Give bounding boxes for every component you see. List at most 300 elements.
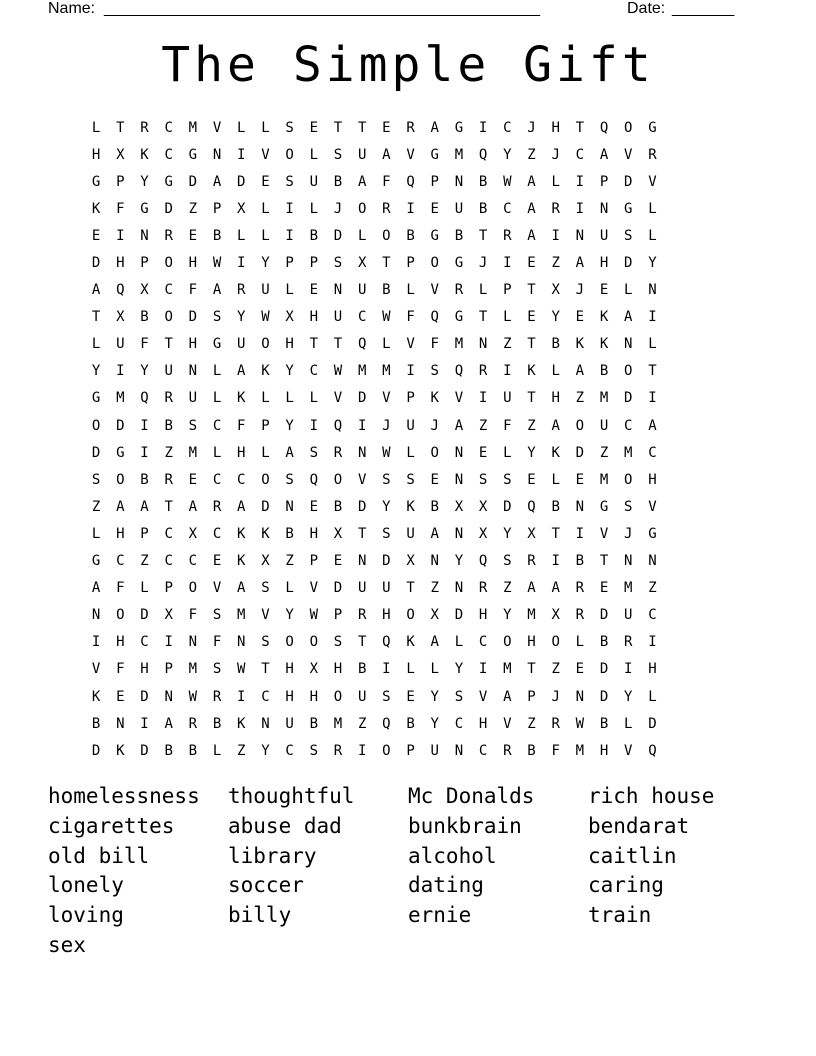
- grid-letter: I: [164, 634, 173, 651]
- grid-letter: Q: [333, 417, 343, 434]
- grid-letter: C: [212, 525, 222, 542]
- grid-letter: S: [406, 471, 415, 488]
- grid-letter: V: [333, 390, 343, 407]
- grid-letter: G: [116, 444, 125, 461]
- grid-letter: N: [116, 715, 125, 732]
- grid-letter: B: [551, 336, 560, 353]
- word-bank-item: abuse dad: [228, 813, 342, 838]
- grid-letter: V: [599, 525, 609, 542]
- grid-row: [84, 493, 734, 520]
- grid-letter: H: [285, 688, 294, 705]
- grid-letter: I: [624, 661, 633, 678]
- grid-letter: D: [575, 444, 585, 461]
- grid-letter: R: [575, 607, 585, 624]
- grid-row: [84, 575, 734, 602]
- grid-letter: Y: [503, 146, 512, 163]
- grid-letter: A: [430, 525, 439, 542]
- grid-letter: D: [333, 227, 343, 244]
- grid-letter: Y: [285, 417, 294, 434]
- grid-letter: P: [406, 390, 415, 407]
- grid-letter: N: [357, 553, 367, 570]
- grid-letter: X: [527, 525, 536, 542]
- grid-letter: P: [164, 661, 173, 678]
- grid-letter: L: [261, 200, 270, 217]
- grid-letter: K: [116, 742, 125, 759]
- grid-letter: F: [503, 417, 512, 434]
- grid-letter: D: [382, 553, 391, 570]
- grid-letter: G: [91, 173, 101, 190]
- grid-letter: O: [382, 227, 391, 244]
- grid-letter: C: [575, 146, 585, 163]
- grid-letter: D: [333, 580, 343, 597]
- grid-letter: S: [285, 119, 294, 136]
- grid-letter: H: [309, 688, 318, 705]
- grid-letter: O: [91, 417, 101, 434]
- grid-letter: E: [309, 498, 318, 515]
- grid-letter: Q: [357, 336, 367, 353]
- grid-letter: B: [164, 742, 173, 759]
- grid-letter: W: [503, 173, 512, 190]
- grid-letter: Q: [382, 634, 391, 651]
- grid-letter: P: [406, 255, 415, 272]
- grid-letter: E: [599, 580, 609, 597]
- grid-letter: N: [454, 742, 464, 759]
- grid-letter: C: [164, 525, 173, 542]
- grid-letter: K: [430, 390, 439, 407]
- grid-letter: O: [164, 309, 173, 326]
- grid-letter: T: [261, 661, 270, 678]
- grid-letter: L: [382, 336, 391, 353]
- grid-letter: U: [454, 200, 464, 217]
- grid-row: [84, 114, 734, 141]
- grid-letter: O: [551, 634, 560, 651]
- grid-letter: R: [164, 227, 173, 244]
- grid-letter: A: [575, 255, 585, 272]
- grid-letter: A: [575, 363, 585, 380]
- grid-letter: X: [551, 607, 560, 624]
- grid-letter: L: [285, 390, 294, 407]
- grid-letter: E: [188, 227, 198, 244]
- grid-letter: O: [164, 255, 173, 272]
- grid-letter: X: [357, 255, 367, 272]
- grid-letter: Q: [406, 173, 415, 190]
- grid-letter: O: [430, 255, 439, 272]
- grid-letter: P: [503, 282, 512, 299]
- word-bank-item: caitlin: [588, 843, 677, 868]
- grid-letter: N: [599, 200, 609, 217]
- grid-letter: N: [237, 634, 246, 651]
- grid-letter: S: [624, 227, 633, 244]
- grid-letter: K: [237, 525, 246, 542]
- grid-letter: M: [454, 146, 464, 163]
- grid-letter: K: [237, 390, 246, 407]
- grid-letter: O: [285, 634, 294, 651]
- grid-letter: G: [91, 553, 101, 570]
- grid-letter: U: [406, 417, 415, 434]
- grid-letter: P: [261, 417, 270, 434]
- grid-letter: U: [285, 715, 294, 732]
- grid-letter: I: [406, 200, 415, 217]
- grid-letter: K: [140, 146, 149, 163]
- grid-letter: Y: [237, 309, 246, 326]
- grid-letter: L: [406, 444, 415, 461]
- grid-letter: L: [261, 119, 270, 136]
- grid-letter: S: [333, 255, 343, 272]
- grid-letter: F: [188, 282, 198, 299]
- grid-letter: Z: [164, 444, 173, 461]
- grid-letter: I: [575, 173, 585, 190]
- grid-letter: T: [527, 336, 536, 353]
- word-bank-item: billy: [228, 903, 292, 928]
- grid-letter: C: [116, 553, 125, 570]
- grid-letter: T: [527, 661, 536, 678]
- grid-letter: M: [382, 363, 391, 380]
- grid-letter: P: [140, 525, 149, 542]
- grid-letter: L: [261, 227, 270, 244]
- grid-letter: L: [575, 634, 585, 651]
- grid-letter: H: [116, 255, 125, 272]
- grid-letter: B: [212, 227, 222, 244]
- grid-letter: L: [91, 119, 101, 136]
- grid-letter: K: [551, 444, 560, 461]
- grid-row: [84, 412, 734, 439]
- grid-letter: S: [285, 173, 294, 190]
- grid-letter: J: [527, 119, 536, 136]
- grid-letter: H: [188, 255, 198, 272]
- grid-letter: K: [237, 553, 246, 570]
- grid-letter: H: [648, 471, 657, 488]
- grid-letter: O: [188, 580, 198, 597]
- grid-letter: N: [454, 525, 464, 542]
- grid-letter: K: [599, 309, 609, 326]
- grid-letter: R: [648, 146, 657, 163]
- grid-letter: C: [140, 634, 149, 651]
- grid-letter: U: [406, 525, 415, 542]
- grid-letter: Z: [527, 715, 536, 732]
- grid-letter: Z: [527, 417, 536, 434]
- grid-letter: A: [599, 146, 609, 163]
- grid-letter: J: [575, 282, 585, 299]
- grid-letter: G: [648, 119, 657, 136]
- grid-letter: L: [648, 336, 657, 353]
- grid-letter: S: [212, 309, 222, 326]
- grid-letter: O: [261, 471, 270, 488]
- grid-letter: A: [648, 417, 657, 434]
- grid-letter: B: [140, 471, 149, 488]
- grid-letter: A: [527, 227, 536, 244]
- word-bank-item: bendarat: [588, 813, 690, 838]
- word-search-grid: [84, 114, 734, 764]
- grid-letter: D: [357, 390, 367, 407]
- grid-letter: D: [237, 173, 246, 190]
- grid-letter: D: [648, 715, 657, 732]
- grid-letter: C: [212, 471, 222, 488]
- grid-letter: I: [237, 146, 246, 163]
- grid-letter: I: [503, 255, 512, 272]
- grid-letter: O: [575, 417, 585, 434]
- grid-letter: H: [285, 661, 294, 678]
- grid-letter: B: [406, 715, 415, 732]
- grid-letter: G: [648, 525, 657, 542]
- grid-letter: W: [237, 661, 246, 678]
- grid-letter: X: [478, 525, 488, 542]
- grid-letter: M: [188, 661, 198, 678]
- word-bank-item: bunkbrain: [408, 813, 522, 838]
- grid-letter: V: [406, 146, 415, 163]
- grid-letter: K: [406, 634, 415, 651]
- grid-letter: B: [527, 742, 536, 759]
- grid-letter: A: [382, 146, 391, 163]
- grid-letter: R: [503, 742, 512, 759]
- word-bank-item: cigarettes: [48, 813, 175, 838]
- grid-letter: L: [140, 580, 149, 597]
- grid-letter: T: [648, 363, 657, 380]
- grid-letter: B: [599, 363, 609, 380]
- grid-letter: O: [624, 471, 633, 488]
- grid-letter: P: [527, 688, 536, 705]
- grid-row: [84, 304, 734, 331]
- grid-letter: Z: [91, 498, 101, 515]
- word-bank-item: train: [588, 903, 652, 928]
- grid-letter: J: [478, 255, 488, 272]
- grid-letter: T: [382, 255, 391, 272]
- grid-letter: G: [430, 146, 439, 163]
- grid-letter: U: [382, 580, 391, 597]
- grid-letter: S: [261, 634, 270, 651]
- grid-letter: A: [527, 580, 536, 597]
- grid-letter: W: [575, 715, 585, 732]
- grid-letter: D: [624, 255, 633, 272]
- grid-letter: S: [478, 471, 488, 488]
- grid-letter: N: [261, 715, 270, 732]
- grid-letter: A: [285, 444, 294, 461]
- word-bank-item: homelessness: [48, 784, 200, 808]
- grid-letter: I: [648, 634, 657, 651]
- grid-letter: M: [357, 363, 367, 380]
- grid-letter: Y: [503, 607, 512, 624]
- grid-letter: Y: [285, 363, 294, 380]
- grid-letter: N: [285, 498, 294, 515]
- grid-row: [84, 358, 734, 385]
- grid-letter: K: [261, 525, 270, 542]
- grid-letter: E: [430, 471, 439, 488]
- word-bank-item: old bill: [48, 843, 150, 868]
- grid-letter: P: [406, 742, 415, 759]
- grid-letter: O: [333, 471, 343, 488]
- grid-letter: C: [503, 200, 512, 217]
- grid-letter: Z: [503, 336, 512, 353]
- grid-letter: H: [285, 336, 294, 353]
- grid-letter: R: [357, 607, 367, 624]
- grid-letter: E: [382, 119, 391, 136]
- grid-letter: H: [91, 146, 101, 163]
- grid-letter: S: [382, 688, 391, 705]
- grid-letter: A: [164, 715, 173, 732]
- grid-letter: R: [237, 282, 246, 299]
- grid-letter: X: [430, 607, 439, 624]
- grid-letter: T: [527, 390, 536, 407]
- grid-letter: I: [406, 363, 415, 380]
- grid-letter: T: [164, 336, 173, 353]
- grid-letter: I: [648, 390, 657, 407]
- grid-letter: N: [454, 471, 464, 488]
- grid-letter: C: [454, 715, 464, 732]
- grid-letter: S: [624, 498, 633, 515]
- grid-letter: Z: [285, 553, 294, 570]
- grid-letter: Q: [116, 282, 125, 299]
- grid-letter: U: [624, 607, 633, 624]
- grid-letter: V: [309, 580, 318, 597]
- grid-letter: K: [91, 200, 101, 217]
- grid-letter: P: [599, 173, 609, 190]
- grid-letter: O: [309, 634, 318, 651]
- grid-letter: S: [333, 634, 343, 651]
- grid-row: [84, 385, 734, 412]
- grid-letter: V: [624, 146, 633, 163]
- grid-letter: Y: [382, 498, 391, 515]
- grid-letter: P: [430, 173, 439, 190]
- grid-letter: H: [648, 661, 657, 678]
- grid-letter: Y: [261, 255, 270, 272]
- grid-letter: A: [551, 580, 560, 597]
- grid-letter: K: [599, 336, 609, 353]
- grid-letter: I: [478, 119, 488, 136]
- grid-letter: D: [503, 498, 512, 515]
- grid-letter: Y: [430, 715, 439, 732]
- grid-letter: H: [478, 715, 488, 732]
- grid-letter: Q: [648, 742, 657, 759]
- grid-letter: U: [116, 336, 125, 353]
- grid-letter: A: [527, 200, 536, 217]
- grid-letter: E: [212, 553, 222, 570]
- grid-letter: W: [212, 255, 222, 272]
- grid-letter: P: [164, 580, 173, 597]
- grid-letter: Q: [430, 309, 439, 326]
- grid-letter: R: [382, 200, 391, 217]
- grid-letter: O: [116, 607, 125, 624]
- grid-letter: X: [551, 282, 560, 299]
- grid-row: [84, 222, 734, 249]
- grid-letter: H: [237, 444, 246, 461]
- grid-letter: V: [406, 336, 415, 353]
- grid-letter: D: [454, 607, 464, 624]
- grid-letter: M: [624, 580, 633, 597]
- word-bank-item: thoughtful: [228, 784, 355, 808]
- grid-letter: B: [333, 498, 343, 515]
- grid-letter: B: [382, 282, 391, 299]
- grid-letter: L: [91, 525, 101, 542]
- grid-letter: Z: [140, 553, 149, 570]
- grid-letter: B: [91, 715, 101, 732]
- grid-letter: Y: [503, 525, 512, 542]
- grid-letter: Q: [454, 363, 464, 380]
- grid-letter: Q: [478, 146, 488, 163]
- grid-row: [84, 629, 734, 656]
- word-bank-item: soccer: [228, 873, 304, 898]
- grid-letter: R: [333, 742, 343, 759]
- grid-row: [84, 277, 734, 304]
- grid-letter: R: [624, 634, 633, 651]
- grid-letter: L: [212, 742, 222, 759]
- grid-letter: L: [309, 200, 318, 217]
- grid-letter: L: [357, 227, 367, 244]
- grid-letter: R: [527, 553, 536, 570]
- grid-letter: W: [382, 309, 391, 326]
- grid-letter: I: [116, 363, 125, 380]
- grid-letter: I: [478, 661, 488, 678]
- grid-letter: O: [406, 607, 415, 624]
- grid-row: [84, 331, 734, 358]
- grid-letter: B: [333, 173, 343, 190]
- grid-letter: E: [188, 471, 198, 488]
- grid-letter: X: [454, 498, 464, 515]
- grid-letter: S: [382, 471, 391, 488]
- grid-row: [84, 195, 734, 222]
- grid-letter: X: [116, 309, 125, 326]
- grid-letter: M: [188, 444, 198, 461]
- grid-letter: S: [309, 444, 318, 461]
- grid-letter: L: [430, 661, 439, 678]
- grid-letter: K: [91, 688, 101, 705]
- grid-letter: G: [599, 498, 609, 515]
- grid-letter: R: [333, 444, 343, 461]
- grid-letter: D: [624, 390, 633, 407]
- grid-letter: A: [503, 688, 512, 705]
- grid-letter: B: [406, 227, 415, 244]
- grid-letter: F: [140, 336, 149, 353]
- grid-letter: N: [648, 282, 657, 299]
- grid-letter: H: [309, 525, 318, 542]
- grid-letter: I: [237, 255, 246, 272]
- word-bank-item: loving: [48, 903, 124, 928]
- grid-letter: S: [454, 688, 464, 705]
- grid-letter: H: [599, 255, 609, 272]
- grid-letter: I: [309, 417, 318, 434]
- grid-letter: A: [140, 498, 149, 515]
- grid-letter: R: [164, 390, 173, 407]
- grid-letter: T: [575, 119, 585, 136]
- grid-letter: E: [91, 227, 101, 244]
- grid-letter: O: [624, 119, 633, 136]
- grid-letter: L: [237, 227, 246, 244]
- grid-letter: R: [551, 715, 560, 732]
- grid-letter: S: [212, 607, 222, 624]
- grid-letter: L: [503, 444, 512, 461]
- grid-letter: V: [430, 282, 439, 299]
- grid-letter: T: [478, 309, 488, 326]
- grid-letter: D: [140, 688, 149, 705]
- grid-letter: F: [237, 417, 246, 434]
- grid-letter: I: [503, 363, 512, 380]
- grid-letter: N: [454, 580, 464, 597]
- grid-letter: L: [503, 309, 512, 326]
- grid-letter: N: [575, 498, 585, 515]
- grid-letter: B: [285, 525, 294, 542]
- grid-letter: V: [212, 119, 222, 136]
- grid-letter: U: [237, 336, 246, 353]
- grid-letter: A: [237, 363, 246, 380]
- grid-letter: D: [140, 742, 149, 759]
- grid-letter: M: [333, 715, 343, 732]
- grid-letter: B: [575, 553, 585, 570]
- grid-letter: Y: [430, 688, 439, 705]
- grid-letter: S: [188, 417, 198, 434]
- grid-letter: N: [212, 146, 222, 163]
- grid-letter: A: [212, 282, 222, 299]
- grid-letter: N: [430, 553, 439, 570]
- grid-letter: N: [140, 227, 149, 244]
- grid-letter: T: [164, 498, 173, 515]
